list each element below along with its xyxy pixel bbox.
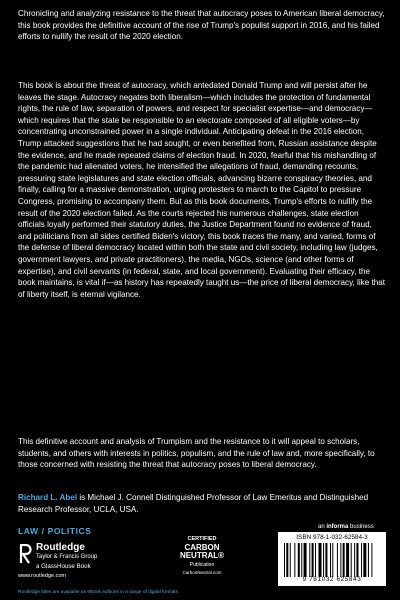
ebook-note: Routledge titles are available as eBook editions in a range of digital formats [18, 590, 178, 595]
author-name: Richard L. Abel [18, 493, 78, 502]
barcode-bar [325, 543, 327, 577]
publisher-imprint: a GlassHouse Book [36, 563, 91, 570]
barcode-bar [330, 543, 331, 577]
barcode-bar [304, 543, 307, 577]
barcode-bar [298, 543, 300, 577]
barcode-bar [332, 543, 333, 577]
barcode-bar [284, 543, 285, 577]
author-bio [18, 492, 386, 515]
barcode-bar [290, 543, 291, 577]
barcode-bar [315, 543, 316, 577]
category-label: LAW / POLITICS [18, 526, 92, 536]
carbon-line-2: NEUTRAL® [179, 551, 225, 560]
barcode-bar [312, 543, 314, 577]
barcode-bar [294, 543, 295, 577]
publisher-url: www.routledge.com [18, 573, 66, 579]
publisher-logo [18, 542, 148, 584]
carbon-certified: CERTIFIED [187, 536, 217, 542]
carbon-publication: Publication [189, 562, 215, 568]
publisher-group: Taylor & Francis Group [36, 554, 98, 560]
barcode-bar [371, 543, 372, 577]
blurb-paragraph-2: This book is about the threat of autocracy, which antedated Donald Trump and will persist after he leaves the stage. Autocracy negates both liberalism—which includes the protection of fundamental rights, the rule of law, separation of powers, and respect for specialist expertise—and democracy—which requires that the state be responsible to an electorate composed of all eligible voters—by concentrating unconstrained power in a single individual. Anticipating defeat in the 2016 election, Trump attacked suggestions that he had sought, or even benefited from, Russian assistance despite the evidence, and he made repeated claims of election fraud. In 2020, fearful that his mishandling of the pandemic had alienated voters, he intensified the allegations of fraud, demanding recounts, pressuring state legislatures and state election officials, advancing bizarre conspiracy theories, and finally, calling for a massive demonstration, urging protesters to march to the Capitol to pressure Congress, promising to accompany them. But as this book documents, Trump's efforts to nullify the result of the 2020 election failed. As the courts rejected his numerous challenges, state election officials loyally performed their statutory duties, the Justice Department found no evidence of fraud, and politicians from all sides certified Biden's victory, this book traces the many, and varied, forms of the defense of liberal democracy located within both the state and civil society, including law (judges, government lawyers, and private practitioners), the media, NGOs, science (and other forms of expertise), and civil servants (in federal, state, and local government). Evaluating their efficacy, the book maintains, is vital if—as history has repeatedly taught us—the price of liberal democracy, like that of liberty itself, is eternal vigilance. [18, 81, 385, 299]
barcode-bar [354, 543, 355, 577]
barcode-bar [346, 543, 349, 577]
isbn-barcode [278, 532, 386, 586]
informa-suffix: business [348, 524, 374, 530]
barcode-bar [361, 543, 362, 577]
barcode-bars [284, 543, 380, 577]
blurb-paragraph-1: Chronicling and analyzing resistance to the threat that autocracy poses to American liberal democracy, this book provides the definitive account of the rise of Trump's populist support in 2016, and his failed efforts to nullify the result of the 2020 election. [18, 9, 385, 42]
barcode-bar [368, 543, 369, 577]
barcode-bar [309, 543, 310, 577]
informa-prefix: an [318, 524, 327, 530]
barcode-bar [340, 543, 341, 577]
barcode-bar [301, 543, 302, 577]
publisher-name: Routledge [36, 542, 85, 553]
author-bio-text: is Michael J. Connell Distinguished Professor of Law Emeritus and Distinguished Research Professor, UCLA, USA. [18, 493, 369, 514]
barcode-bar [286, 543, 288, 577]
isbn-text: ISBN 978-1-032-62584-3 [296, 534, 368, 541]
barcode-bar [343, 543, 345, 577]
barcode-bar [337, 543, 338, 577]
barcode-bar [363, 543, 366, 577]
barcode-bar [356, 543, 358, 577]
carbon-url: CarbonNeutral.com [182, 570, 222, 575]
barcode-digits: 9 781032 625843 [302, 576, 362, 583]
barcode-bar [319, 543, 322, 577]
routledge-r-icon [18, 544, 32, 564]
informa-tagline [318, 524, 374, 530]
blurb-paragraph-3: This definitive account and analysis of Trumpism and the resistance to it will appeal to scholars, students, and others with interests in politics, populism, and the rule of law and, more specifically, to those concerned with resisting the threat that autocracy poses to liberal democracy. [18, 437, 375, 470]
barcode-bar [351, 543, 352, 577]
barcode-bar [323, 543, 324, 577]
carbon-line-1: CARBON [184, 543, 220, 552]
informa-brand: informa [326, 524, 349, 530]
carbon-title [172, 544, 232, 560]
carbon-neutral-badge [172, 536, 232, 586]
